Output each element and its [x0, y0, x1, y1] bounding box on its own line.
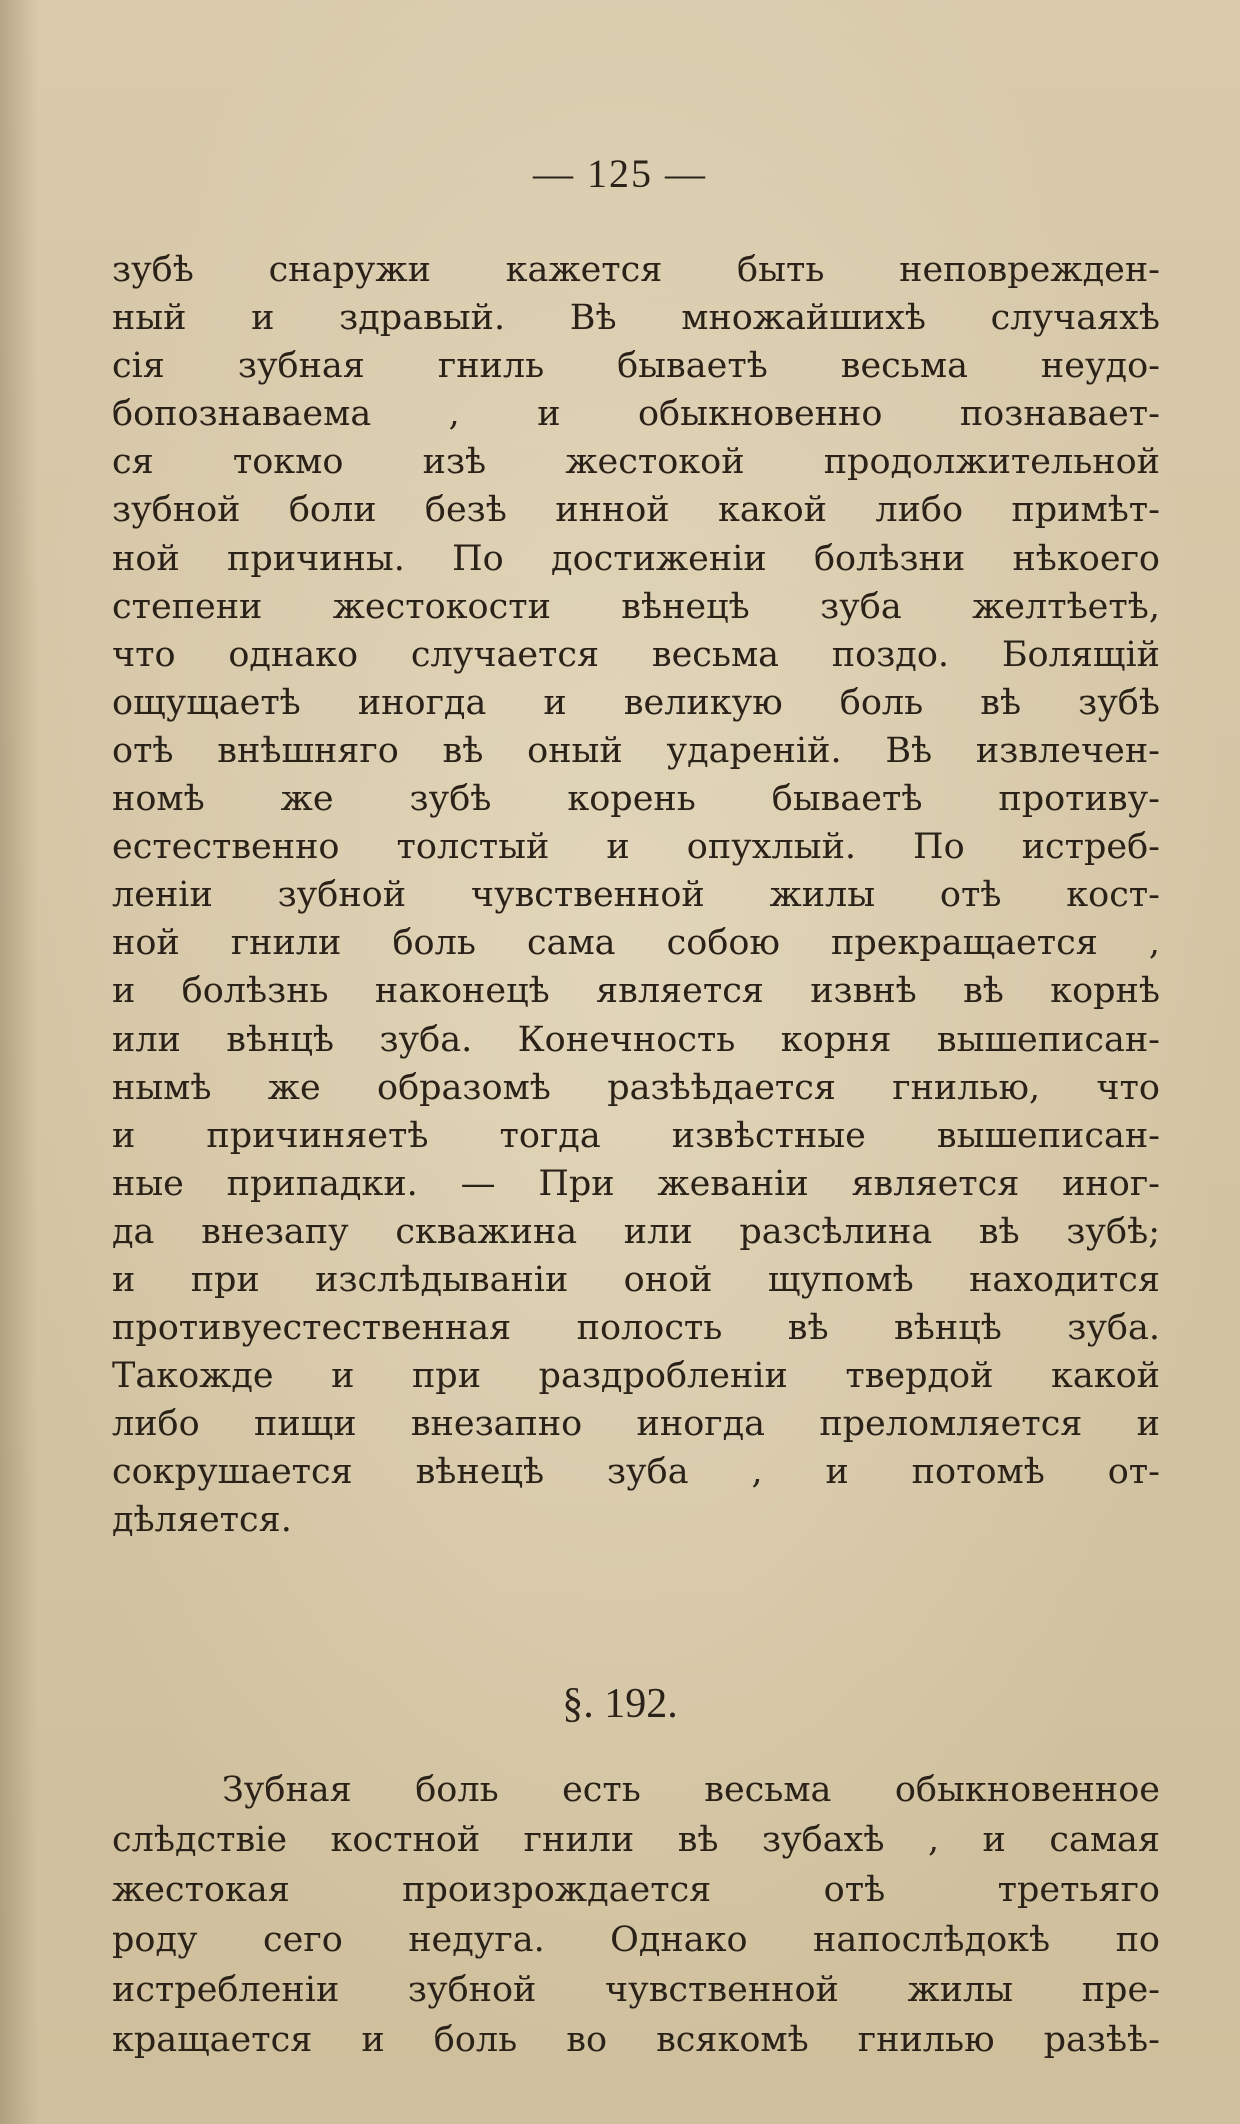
text-line: номѣ же зубѣ корень бываетѣ противу- [112, 779, 1160, 820]
text-line: ощущаетѣ иногда и великую боль вѣ зубѣ [112, 682, 1160, 723]
text-line: и при изслѣдываніи оной щупомѣ находится [112, 1259, 1160, 1300]
text-line: кращается и боль во всякомѣ гнилью разѣѣ- [112, 2020, 1160, 2060]
text-line: Зубная боль есть весьма обыкновенное [222, 1770, 1160, 1810]
paragraph-1 [112, 246, 1160, 1545]
text-line: жестокая произрождается отѣ третьяго [112, 1870, 1160, 1910]
text-line: леніи зубной чувственной жилы отѣ кост- [112, 875, 1160, 916]
text-line: дѣляется. [112, 1500, 292, 1541]
text-line: нымѣ же образомѣ разѣѣдается гнилью, что [112, 1067, 1160, 1108]
text-line: и причиняетѣ тогда извѣстные вышеписан- [112, 1115, 1160, 1156]
text-line: степени жестокости вѣнецѣ зуба желтѣетѣ, [112, 586, 1160, 627]
text-line: сія зубная гниль бываетѣ весьма неудо- [112, 346, 1160, 387]
paragraph-2 [112, 1765, 1160, 2065]
text-line: ный и здравый. Вѣ множайшихѣ случаяхѣ [112, 298, 1160, 339]
section-heading: §. 192. [562, 1681, 678, 1727]
text-line: Такожде и при раздробленіи твердой какой [112, 1356, 1160, 1397]
text-line: бопознаваема , и обыкновенно познавает- [112, 394, 1160, 435]
text-line: слѣдствіе костной гнили вѣ зубахѣ , и самая [112, 1820, 1160, 1860]
binding-shadow [0, 0, 38, 2124]
text-line: зубной боли безѣ инной какой либо примѣт- [112, 490, 1160, 531]
text-line: ся токмо изѣ жестокой продолжительной [112, 442, 1160, 483]
text-line: или вѣнцѣ зуба. Конечность корня вышеписан- [112, 1019, 1160, 1060]
text-line: да внезапу скважина или разсѣлина вѣ зубѣ; [112, 1211, 1160, 1252]
text-line: что однако случается весьма поздо. Болящій [112, 634, 1160, 675]
text-line: роду сего недуга. Однако напослѣдокѣ по [112, 1920, 1160, 1960]
text-line: ные припадки. — При жеваніи является иног- [112, 1163, 1160, 1204]
text-line: естественно толстый и опухлый. По истреб- [112, 827, 1160, 868]
text-line: ной причины. По достиженіи болѣзни нѣкоего [112, 538, 1160, 579]
text-line: ной гнили боль сама собою прекращается , [112, 923, 1160, 964]
text-line: либо пищи внезапно иногда преломляется и [112, 1404, 1160, 1445]
text-line: сокрушается вѣнецѣ зуба , и потомѣ от- [112, 1452, 1160, 1493]
text-line: отѣ внѣшняго вѣ оный удареній. Вѣ извлечен- [112, 730, 1160, 771]
text-line: истребленіи зубной чувственной жилы пре- [112, 1970, 1160, 2010]
text-line: противуестественная полость вѣ вѣнцѣ зуба. [112, 1308, 1160, 1349]
page-number-header: — 125 — [533, 151, 707, 196]
text-line: и болѣзнь наконецѣ является извнѣ вѣ корнѣ [112, 971, 1160, 1012]
text-line: зубѣ снаружи кажется быть неповрежден- [112, 250, 1160, 290]
